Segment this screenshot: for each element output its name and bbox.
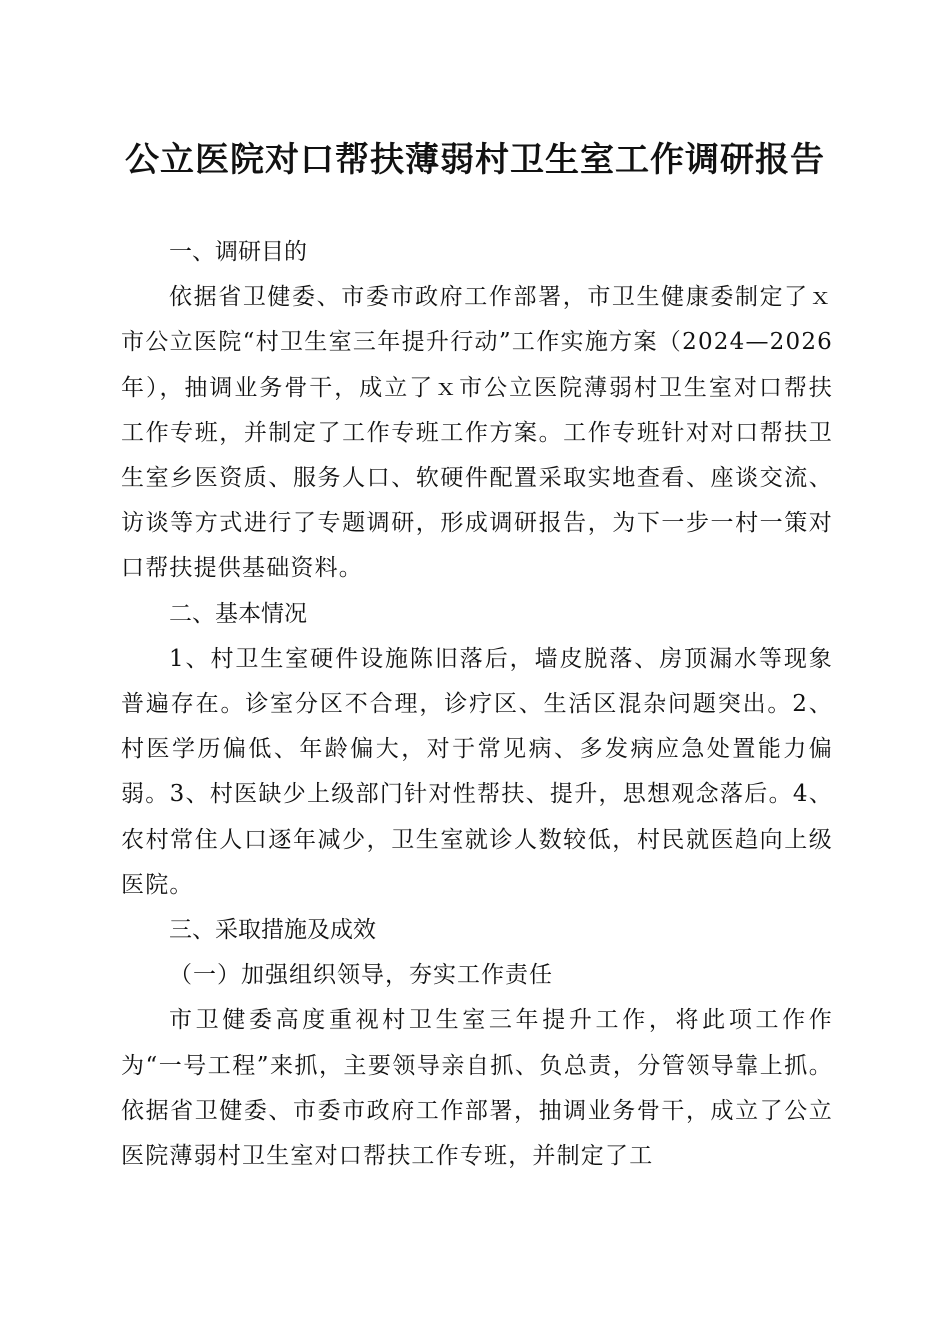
document-title: 公立医院对口帮扶薄弱村卫生室工作调研报告 (125, 140, 825, 180)
document-body (121, 230, 833, 1179)
section-paragraph-purpose: 依据省卫健委、市委市政府工作部署，市卫生健康委制定了ｘ市公立医院“村卫生室三年提升行动”工作实施方案（2024—2026年），抽调业务骨干，成立了ｘ市公立医院薄弱村卫生室对口帮扶工作专班，并制定了工作专班工作方案。工作专班针对对口帮扶卫生室乡医资质、服务人口、软硬件配置采取实地查看、座谈交流、访谈等方式进行了专题调研，形成调研报告，为下一步一村一策对口帮扶提供基础资料。 (121, 284, 833, 582)
section-paragraph-basic-situation: 1、村卫生室硬件设施陈旧落后，墙皮脱落、房顶漏水等现象普遍存在。诊室分区不合理，诊疗区、生活区混杂问题突出。2、村医学历偏低、年龄偏大，对于常见病、多发病应急处置能力偏弱。3、村医缺少上级部门针对性帮扶、提升，思想观念落后。4、农村常住人口逐年减少，卫生室就诊人数较低，村民就医趋向上级医院。 (121, 645, 833, 898)
subsection-heading-organization: （一）加强组织领导，夯实工作责任 (169, 962, 553, 989)
section-heading-purpose: 一、调研目的 (169, 239, 307, 265)
section-heading-basic-situation: 二、基本情况 (169, 600, 307, 627)
section-paragraph-measures: 市卫健委高度重视村卫生室三年提升工作，将此项工作作为“一号工程”来抓，主要领导亲自抓、负总责，分管领导靠上抓。依据省卫健委、市委市政府工作部署，抽调业务骨干，成立了公立医院薄弱村卫生室对口帮扶工作专班，并制定了工 (121, 1007, 833, 1170)
section-heading-measures: 三、采取措施及成效 (169, 917, 376, 944)
